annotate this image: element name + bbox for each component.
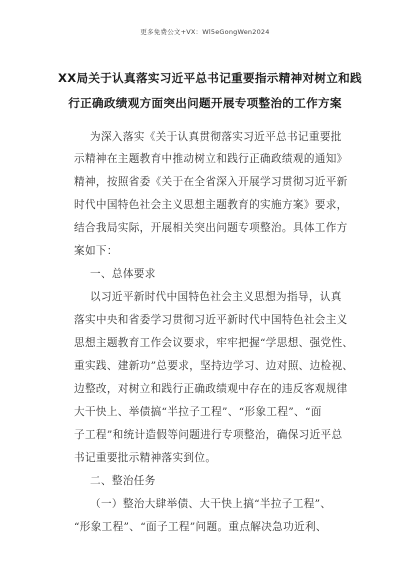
paragraph-line: 案如下：	[74, 245, 118, 257]
section-heading: 二、整治任务	[90, 475, 156, 487]
document-title-line-1: XX局关于认真落实习近平总书记重要指示精神对树立和践	[58, 71, 362, 85]
paragraph-line: 时代中国特色社会主义思想主题教育的实施方案》要求，	[74, 199, 348, 211]
paragraph-line: 精神，按照省委《关于在全省深入开展学习贯彻习近平新	[74, 176, 348, 188]
paragraph-line: “形象工程”、“面子工程”问题。重点解决急功近利、	[74, 521, 327, 533]
paragraph-line: 结合我局实际，开展相关突出问题专项整治。具体工作方	[74, 222, 348, 234]
paragraph-line: 子工程”和统计造假等问题进行专项整治，确保习近平总	[74, 429, 343, 441]
paragraph-line: 为深入落实《关于认真贯彻落实习近平总书记重要批	[90, 131, 342, 143]
header-note: 更多免费公文+VX：Wl5eGongWen2024	[140, 28, 270, 36]
paragraph-line: 书记重要批示精神落实到位。	[74, 452, 217, 464]
paragraph-line: 大干快上、举债搞“半拉子工程”、“形象工程”、“面	[74, 406, 322, 418]
paragraph-line: （一）整治大肆举债、大干快上搞“半拉子工程”、	[90, 498, 332, 510]
paragraph-line: 重实践、建新功”总要求，坚持边学习、边对照、边检视、	[74, 360, 354, 372]
paragraph-line: 边整改，对树立和践行正确政绩观中存在的违反客观规律	[74, 383, 348, 395]
paragraph-line: 思想主题教育工作会议要求，牢牢把握“学思想、强党性、	[74, 337, 354, 349]
paragraph-line: 落实中央和省委学习贯彻习近平新时代中国特色社会主义	[74, 314, 348, 326]
document-title-line-2: 行正确政绩观方面突出问题开展专项整治的工作方案	[68, 96, 342, 110]
paragraph-line: 示精神在主题教育中推动树立和践行正确政绩观的通知》	[74, 153, 348, 165]
section-heading: 一、总体要求	[90, 268, 156, 280]
paragraph-line: 以习近平新时代中国特色社会主义思想为指导，认真	[90, 291, 342, 303]
